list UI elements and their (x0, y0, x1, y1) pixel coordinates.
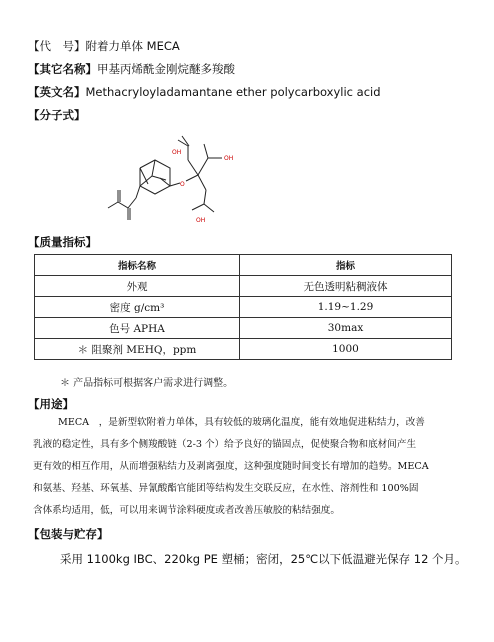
english-name-label: 【英文名】 (28, 85, 86, 99)
chemical-structure-image (100, 128, 250, 240)
usage-text-line: MECA ，是新型软附着力单体，具有较低的玻璃化温度，能有效地促进粘结力，改善 (58, 417, 425, 428)
english-name-value: Methacryloyladamantane ether polycarboxylic acid (85, 85, 381, 99)
row-value: 1000 (240, 339, 452, 360)
oh-label-right: OH (224, 155, 234, 162)
quality-line (28, 234, 97, 250)
alias-value: 甲基丙烯酰金刚烷醚多羧酸 (97, 62, 235, 76)
col-name-header: 指标名称 (35, 255, 240, 276)
usage-label: 【用途】 (28, 397, 74, 411)
row-name: 外观 (35, 276, 240, 297)
row-value: 无色透明粘稠液体 (240, 276, 452, 297)
alias-label: 【其它名称】 (28, 62, 97, 76)
table-header-row (35, 255, 452, 276)
packing-label: 【包装与贮存】 (28, 527, 109, 541)
formula-line (28, 107, 86, 123)
row-name: 色号 APHA (35, 318, 240, 339)
row-value: 30max (240, 318, 452, 339)
code-label: 【代 号】 (28, 39, 86, 53)
usage-text-line: 更有效的相互作用，从而增强粘结力及剥离强度，这种强度随时间变长有增加的趋势。MECA (33, 461, 429, 472)
table-row (35, 318, 452, 339)
quality-spec-table (34, 254, 452, 360)
usage-text-line: 乳液的稳定性，具有多个侧羧酸链（2-3 个）给予良好的锚固点，促使聚合物和底材间产生 (33, 439, 417, 450)
table-row (35, 276, 452, 297)
ether-o-label: O (180, 181, 185, 188)
quality-label: 【质量指标】 (28, 235, 97, 249)
row-value: 1.19~1.29 (240, 297, 452, 318)
code-line (28, 38, 180, 54)
row-name: 密度 g/cm³ (35, 297, 240, 318)
oh-label-left: OH (172, 149, 182, 156)
formula-label: 【分子式】 (28, 108, 86, 122)
usage-text-line: 含体系均适用，低，可以用来调节涂料硬度或者改善压敏胶的粘结强度。 (33, 505, 340, 516)
table-note: ＊ 产品指标可根据客户需求进行调整。 (60, 378, 234, 389)
packing-text: 采用 1100kg IBC、220kg PE 塑桶；密闭，25℃以下低温避光保存 12 个月。 (60, 552, 467, 566)
usage-text-line: 和氨基、羟基、环氧基、异氰酸酯官能团等结构发生交联反应，在水性、溶剂性和 100%固 (33, 483, 419, 494)
code-value: 附着力单体 MECA (85, 39, 180, 53)
english-name-line (28, 84, 381, 100)
table-row (35, 339, 452, 360)
usage-paragraph (33, 412, 463, 522)
usage-line (28, 396, 74, 412)
packing-line (28, 526, 109, 542)
alias-line (28, 61, 235, 77)
oh-label-bottom: OH (196, 217, 206, 224)
table-row (35, 297, 452, 318)
row-name: ＊ 阻聚剂 MEHQ，ppm (35, 339, 240, 360)
col-value-header: 指标 (240, 255, 452, 276)
